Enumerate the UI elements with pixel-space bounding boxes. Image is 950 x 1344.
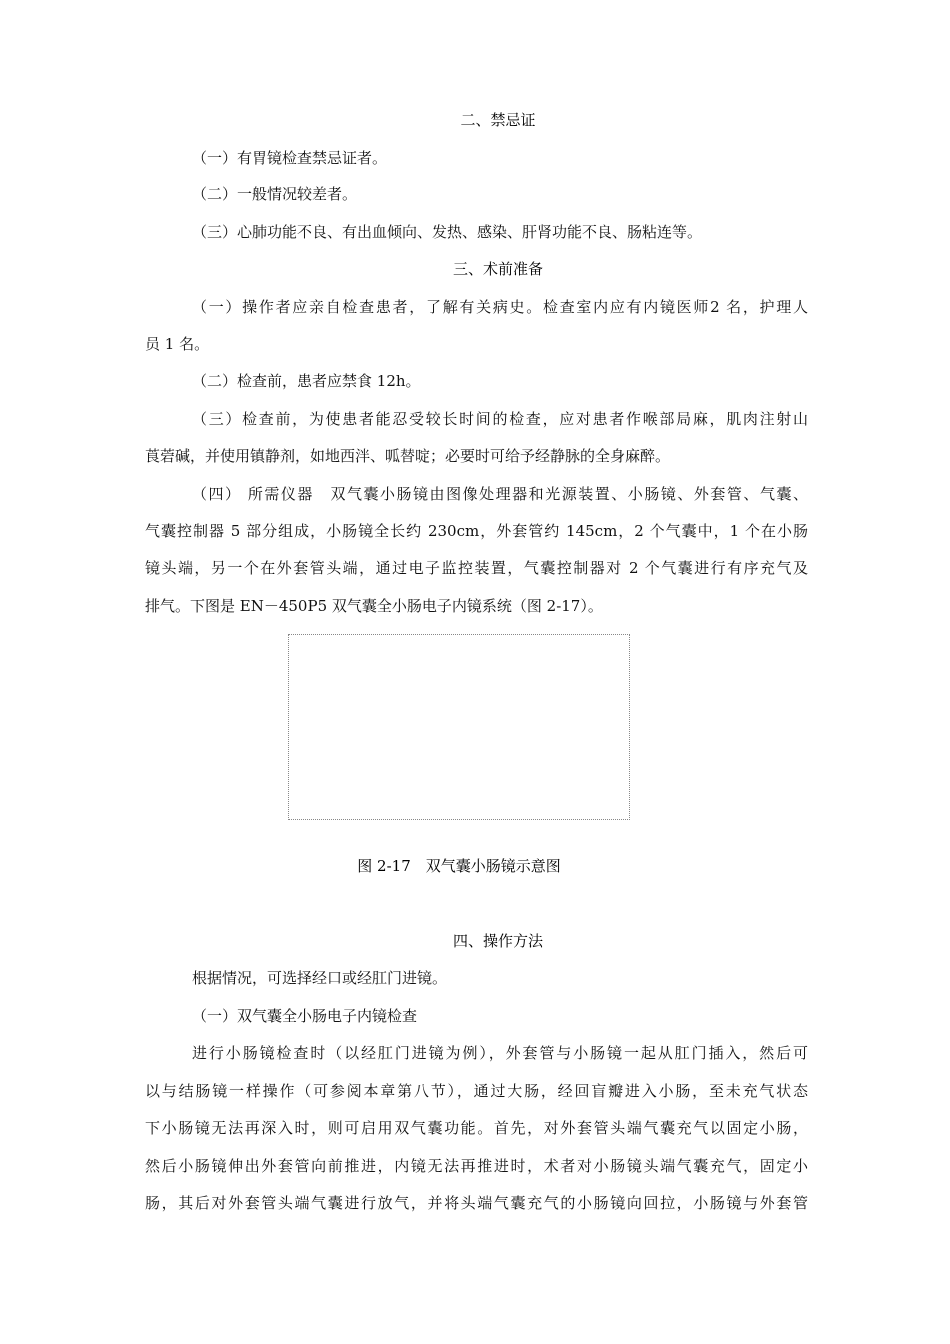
paragraph-preparation-1-line-2: 员 1 名。 [145, 335, 210, 353]
heading-method: 四、操作方法 [452, 932, 543, 950]
paragraph-method-line-1: 进行小肠镜检查时（以经肛门进镜为例），外套管与小肠镜一起从肛门插入，然后可 [192, 1044, 808, 1062]
paragraph-preparation-4-line-4: 排气。下图是 EN－450P5 双气囊全小肠电子内镜系统（图 2-17）。 [145, 597, 603, 615]
figure-caption: 图 2-17 双气囊小肠镜示意图 [357, 857, 561, 875]
paragraph-method-line-2: 以与结肠镜一样操作（可参阅本章第八节），通过大肠，经回盲瓣进入小肠，至未充气状态 [145, 1082, 808, 1100]
paragraph-preparation-1-line-1: （一）操作者应亲自检查患者，了解有关病史。检查室内应有内镜医师2 名，护理人 [192, 298, 808, 316]
paragraph-contraindication-1: （一）有胃镜检查禁忌证者。 [192, 149, 388, 167]
paragraph-preparation-2: （二）检查前，患者应禁食 12h。 [192, 372, 421, 390]
figure-placeholder-frame [288, 634, 630, 820]
paragraph-preparation-4-line-3: 镜头端，另一个在外套管头端，通过电子监控装置，气囊控制器对 2 个气囊进行有序充气及 [145, 559, 808, 577]
paragraph-method-line-5: 肠，其后对外套管头端气囊进行放气，并将头端气囊充气的小肠镜向回拉，小肠镜与外套管 [145, 1194, 808, 1212]
subheading-double-balloon: （一）双气囊全小肠电子内镜检查 [192, 1007, 418, 1025]
paragraph-contraindication-3: （三）心肺功能不良、有出血倾向、发热、感染、肝肾功能不良、肠粘连等。 [192, 223, 703, 241]
heading-preparation: 三、术前准备 [452, 260, 543, 278]
paragraph-preparation-4-line-1: （四） 所需仪器 双气囊小肠镜由图像处理器和光源装置、小肠镜、外套管、气囊、 [192, 485, 808, 503]
paragraph-preparation-3-line-2: 莨菪碱，并使用镇静剂，如地西泮、呱替啶；必要时可给予经静脉的全身麻醉。 [145, 447, 671, 465]
paragraph-method-intro: 根据情况，可选择经口或经肛门进镜。 [192, 969, 448, 987]
paragraph-method-line-3: 下小肠镜无法再深入时，则可启用双气囊功能。首先，对外套管头端气囊充气以固定小肠， [145, 1119, 808, 1137]
paragraph-method-line-4: 然后小肠镜伸出外套管向前推进，内镜无法再推进时，术者对小肠镜头端气囊充气，固定小 [145, 1157, 808, 1175]
paragraph-preparation-4-line-2: 气囊控制器 5 部分组成，小肠镜全长约 230cm，外套管约 145cm，2 个气囊中，1 个在小肠 [145, 522, 808, 540]
heading-contraindications: 二、禁忌证 [460, 111, 536, 129]
paragraph-contraindication-2: （二）一般情况较差者。 [192, 185, 358, 203]
paragraph-preparation-3-line-1: （三）检查前，为使患者能忍受较长时间的检查，应对患者作喉部局麻，肌肉注射山 [192, 410, 808, 428]
